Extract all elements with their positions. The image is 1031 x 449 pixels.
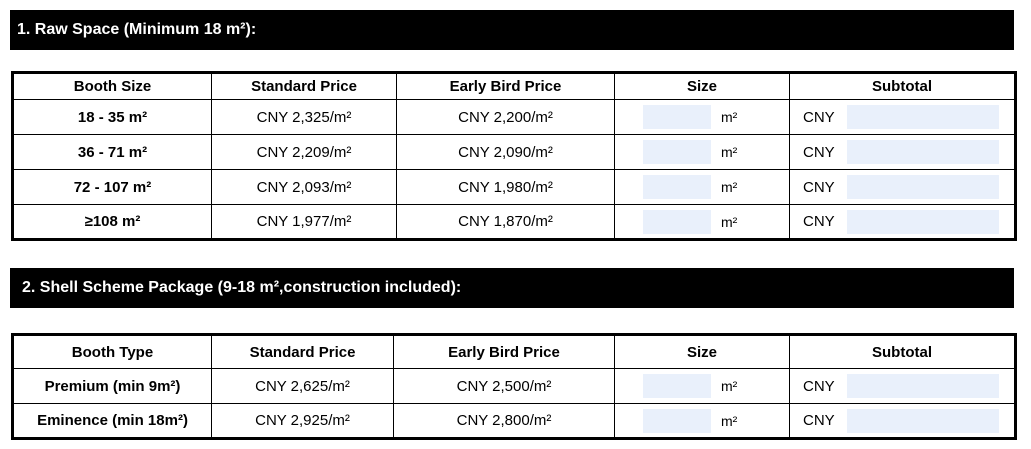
booth-size-label: ≥108 m²	[13, 205, 212, 240]
booth-size-label: 72 - 107 m²	[13, 170, 212, 205]
subtotal-input[interactable]	[847, 409, 999, 433]
size-cell	[615, 205, 790, 240]
size-cell	[615, 369, 790, 404]
size-unit: m²	[721, 213, 738, 230]
size-unit: m²	[721, 179, 738, 195]
raw-space-table	[11, 71, 1017, 241]
subtotal-cell	[790, 100, 1016, 135]
header-standard-price: Standard Price	[212, 73, 397, 100]
subtotal-cell	[790, 135, 1016, 170]
size-unit: m²	[721, 144, 738, 160]
header-booth-size: Booth Size	[13, 73, 212, 100]
booth-type-label: Eminence (min 18m²)	[13, 404, 212, 439]
early-bird-price: CNY 1,980/m²	[397, 170, 615, 205]
booth-type-label: Premium (min 9m²)	[13, 369, 212, 404]
standard-price: CNY 2,325/m²	[212, 100, 397, 135]
header-subtotal: Subtotal	[790, 73, 1016, 100]
subtotal-cell	[790, 369, 1016, 404]
table-header-row	[13, 73, 1016, 100]
table-row	[13, 404, 1016, 439]
early-bird-price: CNY 2,500/m²	[394, 369, 615, 404]
subtotal-input[interactable]	[847, 210, 999, 234]
header-early-bird-price: Early Bird Price	[397, 73, 615, 100]
size-cell	[615, 170, 790, 205]
size-unit: m²	[721, 378, 738, 394]
table-row	[13, 135, 1016, 170]
subtotal-currency: CNY	[803, 412, 835, 429]
section-2-title: 2. Shell Scheme Package (9-18 m²,construction included):	[22, 279, 462, 296]
table-header-row	[13, 335, 1016, 369]
table-row	[13, 205, 1016, 240]
size-input[interactable]	[643, 175, 711, 199]
early-bird-price: CNY 2,200/m²	[397, 100, 615, 135]
header-size: Size	[615, 335, 790, 369]
subtotal-currency: CNY	[803, 108, 835, 126]
size-unit: m²	[721, 412, 738, 429]
table-row	[13, 369, 1016, 404]
section-1-title: 1. Raw Space (Minimum 18 m²):	[17, 21, 257, 38]
size-cell	[615, 135, 790, 170]
subtotal-input[interactable]	[847, 140, 999, 164]
early-bird-price: CNY 2,800/m²	[394, 404, 615, 439]
header-subtotal: Subtotal	[790, 335, 1016, 369]
booth-size-label: 18 - 35 m²	[13, 100, 212, 135]
subtotal-currency: CNY	[803, 213, 835, 230]
header-booth-type: Booth Type	[13, 335, 212, 369]
standard-price: CNY 1,977/m²	[212, 205, 397, 240]
section-2-header	[10, 268, 1014, 308]
size-cell	[615, 404, 790, 439]
size-input[interactable]	[643, 374, 711, 398]
subtotal-cell	[790, 205, 1016, 240]
standard-price: CNY 2,093/m²	[212, 170, 397, 205]
subtotal-input[interactable]	[847, 105, 999, 129]
early-bird-price: CNY 2,090/m²	[397, 135, 615, 170]
size-unit: m²	[721, 109, 738, 125]
subtotal-cell	[790, 404, 1016, 439]
header-standard-price: Standard Price	[212, 335, 394, 369]
table-row	[13, 100, 1016, 135]
booth-size-label: 36 - 71 m²	[13, 135, 212, 170]
subtotal-input[interactable]	[847, 175, 999, 199]
size-input[interactable]	[643, 105, 711, 129]
standard-price: CNY 2,209/m²	[212, 135, 397, 170]
section-1-header	[10, 10, 1014, 50]
standard-price: CNY 2,625/m²	[212, 369, 394, 404]
header-size: Size	[615, 73, 790, 100]
size-input[interactable]	[643, 409, 711, 433]
early-bird-price: CNY 1,870/m²	[397, 205, 615, 240]
shell-scheme-table	[11, 333, 1017, 440]
header-early-bird-price: Early Bird Price	[394, 335, 615, 369]
standard-price: CNY 2,925/m²	[212, 404, 394, 439]
subtotal-cell	[790, 170, 1016, 205]
subtotal-currency: CNY	[803, 377, 835, 395]
table-row	[13, 170, 1016, 205]
size-input[interactable]	[643, 140, 711, 164]
subtotal-input[interactable]	[847, 374, 999, 398]
subtotal-currency: CNY	[803, 143, 835, 161]
size-input[interactable]	[643, 210, 711, 234]
subtotal-currency: CNY	[803, 178, 835, 196]
size-cell	[615, 100, 790, 135]
